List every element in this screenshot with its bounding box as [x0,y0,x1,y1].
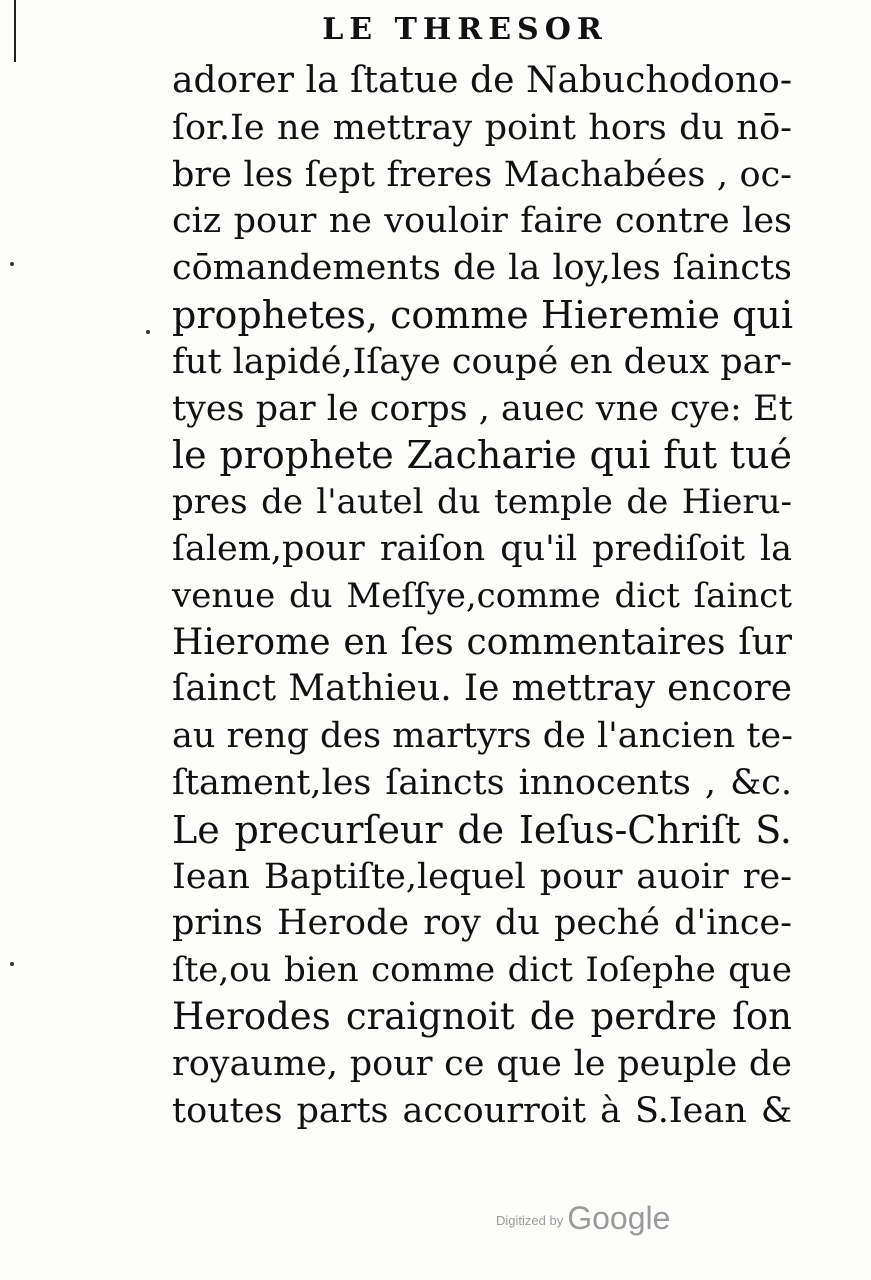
text-line: ſalem,pour raiſon qu'il prediſoit la [172,528,792,569]
text-line: Le precurſeur de Ieſus-Chriſt S. [172,807,792,852]
text-line: ſtament,les ſaincts innocents , &c. [172,762,792,803]
text-line: prins Herode roy du peché d'ince- [172,903,792,944]
text-line: cōmandements de la loy,les ſaincts [172,248,792,289]
text-line: toutes parts accourroit à S.Iean & [172,1090,792,1131]
text-line: fut lapidé,Iſaye coupé en deux par- [172,341,793,382]
text-line: pres de l'autel du temple de Hieru- [172,482,792,523]
scan-speck [146,330,150,334]
body-text [172,58,792,1134]
watermark-prefix: Digitized by [496,1213,564,1228]
text-line: Iean Baptiſte,lequel pour auoir re- [172,856,792,897]
scan-speck [10,962,14,966]
text-line: adorer la ſtatue de Nabuchodono- [172,60,792,101]
text-line: le prophete Zacharie qui fut tué [172,433,792,478]
digitized-by-google-watermark [496,1200,670,1237]
text-line: ſte,ou bien comme dict Ioſephe que [172,950,792,991]
text-line: tyes par le corps , auec vne cye: Et [172,388,793,429]
text-line: ſainct Mathieu. Ie mettray encore [172,668,792,710]
text-line: royaume, pour ce que le peuple de [172,1043,792,1084]
text-line: Herodes craignoit de perdre ſon [172,994,792,1038]
text-line: au reng des martyrs de l'ancien te- [172,716,793,757]
google-logo: Google [567,1200,671,1236]
text-line: Hierome en ſes commentaires ſur [172,621,792,663]
text-line: ſor.Ie ne mettray point hors du nō- [172,107,792,148]
text-line: prophetes, comme Hieremie qui [172,292,794,337]
running-header: LE THRESOR [322,12,608,47]
scan-speck [10,262,14,266]
text-line: bre les ſept freres Machabées , oc- [172,154,792,195]
page-edge-mark [14,0,16,62]
text-line: ciz pour ne vouloir faire contre les [172,201,792,242]
text-line: venue du Meſſye,comme dict ſainct [172,575,792,616]
